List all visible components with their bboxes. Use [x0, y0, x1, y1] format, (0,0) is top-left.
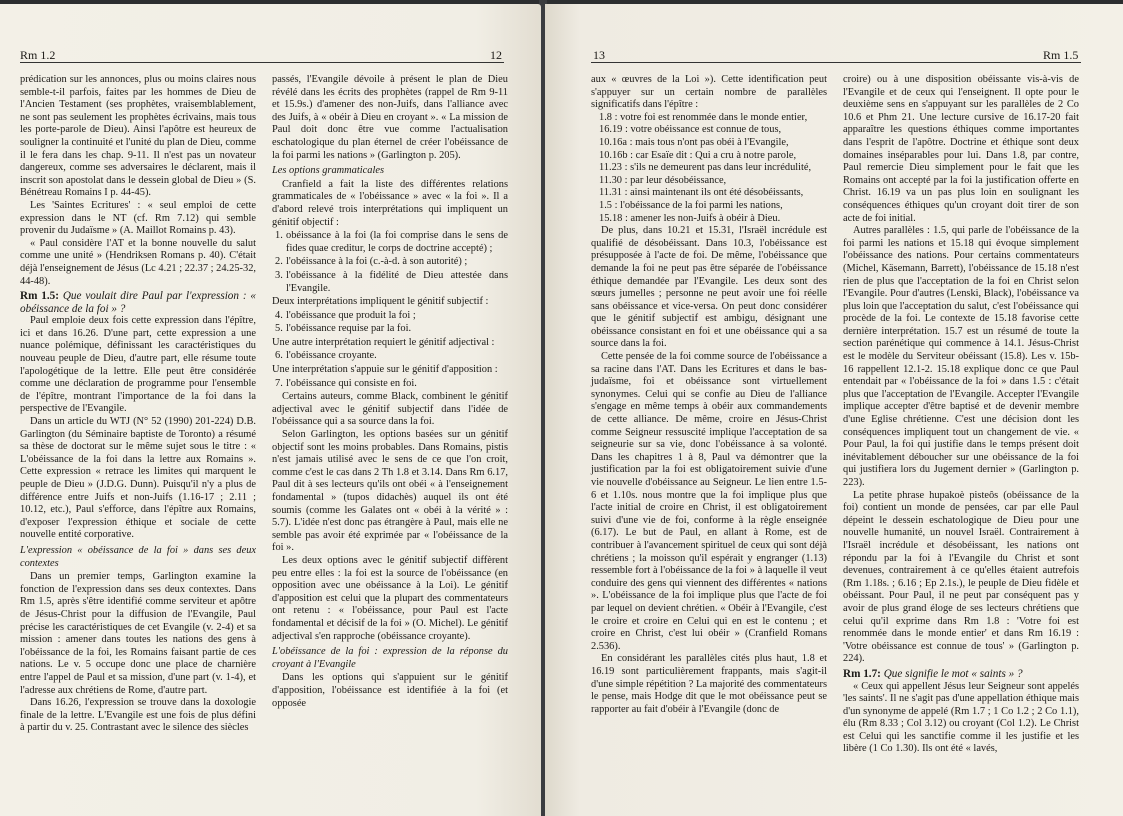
verse-line: 1.8 : votre foi est renommée dans le monde entier, [599, 111, 808, 123]
left-page-column-2 [272, 74, 508, 710]
left-page-number: 12 [490, 48, 502, 62]
list-item: 1. obéissance à la foi (la foi comprise dans le sens de fides quae creditur, le corps de doctrine accepté) ; [275, 230, 508, 254]
paragraph: Cranfield a fait la liste des différentes relations grammaticales de « l'obéissance » avec « la foi ». Il a d'abord relevé trois interprétations qui impliquent un génitif objectif : [272, 178, 508, 228]
left-page [0, 4, 541, 816]
verse-line: 1.5 : l'obéissance de la foi parmi les nations, [599, 199, 783, 211]
right-page-number: 13 [593, 48, 605, 62]
right-page-column-1 [591, 74, 827, 716]
paragraph: Dans un premier temps, Garlington examine la fonction de l'expression dans ses deux contextes. Dans Rm 1.5, après s'être identifié comme serviteur et apôtre de Jésus-Christ pour la diffusion de l'Evangile, Paul précise les caractéristiques de cet Evangile (v. 2-4) et sa mission : amener dans toutes les nations des gens à l'obéissance de la foi, les Romains faisant partie de ces nations. Le v. 5 occupe donc une place de charnière entre l'appel de Paul et sa mission, d'une part (v. 1-4), et l'adresse aux chrétiens de Rome, d'autre part. [20, 571, 256, 696]
paragraph: Dans les options qui s'appuient sur le génitif d'apposition, l'obéissance est identifiée à la foi (et opposée [272, 672, 508, 709]
right-page-column-2 [843, 74, 1079, 756]
subsection-heading: L'expression « obéissance de la foi » dans ses deux contextes [20, 544, 256, 569]
paragraph: Certains auteurs, comme Black, combinent le génitif adjectival avec le génitif subjectif dans l'idée de l'obéissance qui a sa source dans la foi. [272, 391, 508, 428]
paragraph: croire) ou à une disposition obéissante vis-à-vis de l'Evangile et de ceux qui l'enseignent. Il opte pour le deuxième sens en s'appuyant sur les parallèles de 2 Co 10.6 et Phm 21. Une lecture cursive de 16.17-20 fait apparaître les questions éthiques comme importantes dans l'esprit de l'apôtre. Doctrine et éthique sont deux domaines inséparables pour lui. Dans 1.8, par contre, Paul remercie Dieu simplement pour le fait que les Romains ont accepté par la foi la justification offerte en Christ. 16.19 va un pas plus loin en soulignant les conséquences éthiques qu'un croyant doit tirer de son acte de foi initial. [843, 74, 1079, 224]
left-header-rule [20, 62, 504, 63]
section-question: Que voulait dire Paul par l'expression : « obéissance de la foi » ? [20, 290, 257, 315]
left-page-column-1 [20, 74, 256, 735]
right-page [545, 4, 1123, 816]
verse-reference: Rm 1.7: [843, 667, 881, 680]
right-header-rule [591, 62, 1081, 63]
paragraph: Paul emploie deux fois cette expression dans l'épître, ici et dans 16.26. D'une part, cette expression a une nuance polémique, définissant les caractéristiques du nouveau peuple de Dieu, d'autre part, elle résume toute l'apologétique de la lettre. Elle peut être considérée comme une déclaration de programme pour l'ensemble de l'épître, montrant l'importance de la foi dans la perspective de l'Evangile. [20, 315, 256, 415]
verse-line: 11.23 : s'ils ne demeurent pas dans leur incrédulité, [599, 162, 812, 174]
paragraph: Selon Garlington, les options basées sur un génitif objectif sont les moins probables. Dans Romains, pistis n'est jamais utilisé avec le sens de ce que l'on croit, comme c'est le cas dans 2 Th 1.8 et 3.14. Dans Rm 6.17, Paul dit à ses lecteurs qu'ils ont obéi « à l'enseignement fondamental » (tupos didachès) auquel ils ont été soumis (comme les Galates ont « obéi à la vérité » : 5.7). L'idée n'est donc pas étrangère à Paul, mais elle ne semble pas avoir été exprimée par « l'obéissance de la foi ». [272, 429, 508, 554]
paragraph: aux « œuvres de la Loi »). Cette identification peut s'appuyer sur un certain nombre de parallèles significatifs dans l'épître : [591, 74, 827, 111]
subsection-heading: Les options grammaticales [272, 165, 384, 177]
list-lead: Une autre interprétation requiert le génitif adjectival : [272, 336, 495, 348]
paragraph: Les 'Saintes Ecritures' : « seul emploi de cette expression dans le NT (cf. Rm 7.12) qui semble provenir du Judaïsme » (A. Maillot Romains p. 43). [20, 199, 256, 237]
verse-line: 10.16a : mais tous n'ont pas obéi à l'Evangile, [599, 136, 789, 148]
paragraph: Les deux options avec le génitif subjectif diffèrent peu entre elles : la foi est la source de l'obéissance (en opposition avec une obéissance à la Loi). Le génitif d'apposition est celui que la plupart des commentateurs ont retenu : « l'obéissance, pour Paul est l'acte fondamental et décisif de la foi » (O. Michel). Le génitif adjectival s'en rapproche (obéissance croyante). [272, 554, 508, 642]
verse-line: 15.18 : amener les non-Juifs à obéir à Dieu. [599, 212, 781, 224]
section-heading-rm-1-7 [843, 668, 1079, 681]
paragraph: passés, l'Evangile dévoile à présent le plan de Dieu révélé dans les écrits des prophètes (rappel de Rm 9-11 et 15.9s.) d'amener des non-Juifs, dans l'alliance avec des Juifs, à « obéir à Dieu en croyant ». « La mission de Paul doit donc être vue comme l'actualisation eschatologique du plan éternel de créer l'obéissance de la foi parmi les nations » (Garlington p. 205). [272, 74, 508, 161]
paragraph: Autres parallèles : 1.5, qui parle de l'obéissance de la foi parmi les nations et 15.18 qui évoque simplement l'obéissance des nations. Pour certains commentateurs (Michel, Käsemann, Barrett), l'obéissance de 15.18 n'est rien de plus que l'acceptation de la foi en Christ selon l'Evangile. Pour d'autres (Lenski, Black), l'obéissance va plus loin que l'acceptation du salut, c'est l'obéissance qui procède de la foi. Le contexte de 15.18 favorise cette dernière interprétation. 15.7 est un résumé de toute la section parénétique qui commence à 14.1. Jésus-Christ est le modèle du Serviteur obéissant (15.8). Les v. 15b-16 rappellent 12.1-2. 15.18 explique donc ce que Paul entendait par « l'obéissance de la foi » dans 1.5 : c'était plus que l'acceptation de l'Evangile. Accepter l'Evangile implique accepter d'être baptisé et de devenir membre d'une Eglise chrétienne. C'est une décision dont les conséquences impliquent tout un changement de vie. « Pour Paul, la foi qui justifie dans le temps présent doit inévitablement déboucher sur une obéissance de la foi qui justifiera lors du Jugement dernier » (Garlington p. 223). [843, 225, 1079, 488]
verse-line: 10.16b : car Esaïe dit : Qui a cru à notre parole, [599, 149, 797, 161]
verse-line: 16.19 : votre obéissance est connue de tous, [599, 124, 782, 136]
list-item: 4. l'obéissance que produit la foi ; [275, 309, 416, 321]
paragraph: Dans 16.26, l'expression se trouve dans la doxologie finale de la lettre. L'Evangile est une fois de plus défini à partir du v. 25. Contrastant avec le silence des siècles [20, 697, 256, 734]
paragraph: « Ceux qui appellent Jésus leur Seigneur sont appelés 'les saints'. Il ne s'agit pas d'une appellation éthique mais d'un synonyme de appelé (Rm 1.7 ; 1 Co 1.2 ; 2 Co 1.1), élu (Rm 8.33 ; Col 3.12) ou croyant (Col 1.2). Le Christ est Celui qui les sanctifie comme il les justifie et les libère (1 Co 1.30). Ils ont été « lavés, [843, 680, 1079, 755]
paragraph: De plus, dans 10.21 et 15.31, l'Israël incrédule est qualifié de désobéissant. Dans 10.3, l'obéissance est présupposée à l'acte de foi. De même, l'obéissance que demande la foi ne peut pas être séparée de l'obéissance éthique demandée par l'Evangile. Les deux sont des sœurs jumelles ; personne ne peut avoir une foi réelle sans obéissance et vice-versa. On peut donc considérer que le génitif subjectif est ambigu, désignant une obéissance consistant en foi et une obéissance qui a sa source dans la foi. [591, 225, 827, 350]
paragraph: En considérant les parallèles cités plus haut, 1.8 et 16.19 sont particulièrement frappants, mais s'agit-il d'une simple répétition ? La majorité des commentateurs le pense, mais Hodge dit que le mot obéissance peut se rapporter au fait d'obéir à l'Evangile (donc de [591, 653, 827, 715]
paragraph: « Paul considère l'AT et la bonne nouvelle du salut comme une unité » (Hendriksen Romans p. 40). C'était déjà l'enseignement de Jésus (Lc 4.21 ; 22.37 ; 24.25-32, 44-48). [20, 237, 256, 287]
list-lead: Une interprétation s'appuie sur le génitif d'apposition : [272, 364, 498, 376]
section-question: Que signifie le mot « saints » ? [883, 667, 1023, 680]
list-item: 6. l'obéissance croyante. [275, 350, 377, 362]
verse-line: 11.30 : par leur désobéissance, [599, 174, 727, 186]
verse-reference: Rm 1.5: [20, 290, 59, 303]
verse-line: 11.31 : ainsi maintenant ils ont été désobéissants, [599, 187, 804, 199]
right-running-head: Rm 1.5 [1043, 48, 1079, 62]
list-item: 5. l'obéissance requise par la foi. [275, 323, 412, 335]
paragraph: Cette pensée de la foi comme source de l'obéissance a sa racine dans l'AT. Dans les Ecritures et dans le bas-judaïsme, foi et obéissance sont virtuellement synonymes. Celui qui se confie au Dieu de l'alliance s'engage en même temps à obéir aux commandements de cette alliance. De même, croire en Jésus-Christ comme Seigneur ressuscité implique l'acceptation de sa seigneurie sur sa vie, donc l'obéissance à sa volonté. Dans les chapitres 1 à 8, Paul va démontrer que la justification par la foi est obligatoirement suivie d'une vie nouvelle d'obéissance au Seigneur. Le lien entre 1.5-6 et 1.10s. nous montre que la foi implique plus que l'acte initial de croire en Christ, il est obligatoirement suivi d'une vie de foi, conforme à la règle enseignée (6.17). Le but de Paul, en allant à Rome, est de contribuer à l'avancement spirituel de ceux qui sont déjà chrétiens ; la moisson qu'il espérait y engranger (1.13) ressemble fort à l'obéissance de la foi » à laquelle il veut conduire des gens qui viennent des différentes « nations ». L'obéissance de la foi implique plus que l'acte de foi par lequel on devient chrétien. « Obéir à l'Evangile, c'est le croire et croire en Celui qui en est le contenu ; et croire en Christ, c'est lui obéir » (Cranfield Romans 2.536). [591, 351, 827, 652]
paragraph: La petite phrase hupakoè pisteôs (obéissance de la foi) contient un monde de pensées, car par elle Paul dépeint le dessein eschatologique de Dieu pour une nouvelle humanité, un nouvel Israël. Contrairement à l'Israël incrédule et désobéissant, les nations ont répondu par la foi à l'Evangile du Christ et sont devenues, contrairement à ce qu'elles étaient autrefois (Rm 1.18s. ; 6.16 ; Ep 2.1s.), le peuple de Dieu fidèle et obéissant. Pour Paul, il ne peut par conséquent pas y avoir de plus grand éloge de ses lecteurs chrétiens que celui qu'il exprime dans Rm 1.8 : 'Votre foi est renommée dans le monde entier' et dans Rm 16.19 : 'Votre obéissance est connue de tous' » (Garlington p. 224). [843, 489, 1079, 665]
subsection-heading: L'obéissance de la foi : expression de la réponse du croyant à l'Evangile [272, 646, 508, 670]
paragraph: prédication sur les annonces, plus ou moins claires nous semble-t-il parfois, faites par les hommes de Dieu de l'Ancien Testament (ses prophètes, vraisemblablement, ne sont pas seulement les prophètes écrivains, mais tous les porte-parole de Dieu). Ainsi l'apôtre est heureux de souligner la continuité et l'unité du plan de Dieu, comme il le fera dans les chap. 9-11. Il n'est pas un novateur dangereux, comme ses adversaires le déclarent, mais il inscrit son apostolat dans le dessein global de Dieu » (S. Bénétreau Romains I p. 44-45). [20, 74, 256, 199]
list-lead: Deux interprétations impliquent le génitif subjectif : [272, 296, 489, 308]
list-item: 2. l'obéissance à la foi (c.-à-d. à son autorité) ; [275, 256, 468, 268]
list-item: 7. l'obéissance qui consiste en foi. [275, 377, 417, 389]
list-item: 3. l'obéissance à la fidélité de Dieu attestée dans l'Evangile. [275, 269, 508, 294]
section-heading-rm-1-5 [20, 290, 256, 315]
paragraph: Dans un article du WTJ (N° 52 (1990) 201-224) D.B. Garlington (du Séminaire baptiste de Toronto) a résumé sa thèse de doctorat sur le même sujet sous le titre : « L'obéissance de la foi dans la lettre aux Romains ». Cette expression « retrace les limites qui marquent le peuple de Dieu » (J.D.G. Dunn). Puisqu'il n'y a plus de différence entre Juifs et non-Juifs (1.16-17 ; 2.11 ; 10.12, etc.), Paul s'efforce, dans l'épître aux Romains, d'exposer l'expression éthique et sociale de cette nouvelle entité corporative. [20, 416, 256, 541]
left-running-head: Rm 1.2 [20, 48, 56, 62]
